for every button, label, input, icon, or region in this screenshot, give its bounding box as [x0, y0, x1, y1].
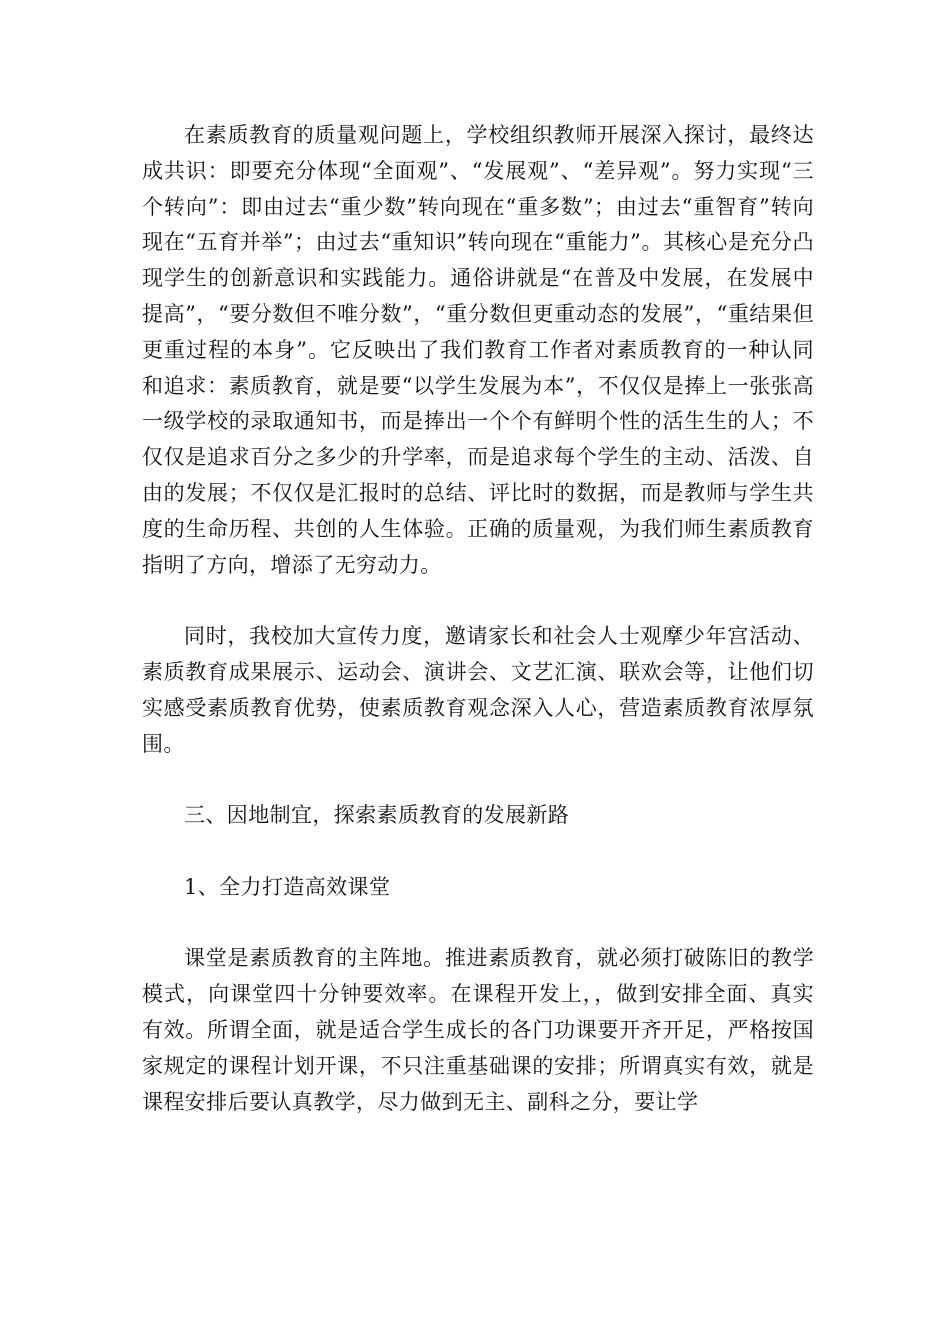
subsection-heading-1: 1、全力打造高效课堂 [184, 874, 391, 899]
section-heading-3: 三、因地制宜，探索素质教育的发展新路 [184, 803, 570, 828]
document-body [142, 118, 814, 1120]
paragraph-quality-view: 在素质教育的质量观问题上，学校组织教师开展深入探讨，最终达成共识：即要充分体现“全面观”、“发展观”、“差异观”。努力实现“三个转向”：即由过去“重少数”转向现在“重多数”；由过去“重智育”转向现在“五育并举”；由过去“重知识”转向现在“重能力”。其核心是充分凸现学生的创新意识和实践能力。通俗讲就是“在普及中发展，在发展中提高”，“要分数但不唯分数”，“重分数但更重动态的发展”，“重结果但更重过程的本身”。它反映出了我们教育工作者对素质教育的一种认同和追求：素质教育，就是要“以学生发展为本”，不仅仅是捧上一张张高一级学校的录取通知书，而是捧出一个个有鲜明个性的活生生的人；不仅仅是追求百分之多少的升学率，而是追求每个学生的主动、活泼、自由的发展；不仅仅是汇报时的总结、评比时的数据，而是教师与学生共度的生命历程、共创的人生体验。正确的质量观，为我们师生素质教育指明了方向，增添了无穷动力。 [142, 123, 814, 577]
paragraph-publicity: 同时，我校加大宣传力度，邀请家长和社会人士观摩少年宫活动、素质教育成果展示、运动会、演讲会、文艺汇演、联欢会等，让他们切实感受素质教育优势，使素质教育观念深入人心，营造素质教育浓厚氛围。 [142, 624, 814, 756]
paragraph-classroom: 课堂是素质教育的主阵地。推进素质教育，就必须打破陈旧的教学模式，向课堂四十分钟要效率。在课程开发上，，做到安排全面、真实有效。所谓全面，就是适合学生成长的各门功课要开齐开足，严格按国家规定的课程计划开课，不只注重基础课的安排；所谓真实有效，就是课程安排后要认真教学，尽力做到无主、副科之分，要让学 [142, 946, 814, 1114]
